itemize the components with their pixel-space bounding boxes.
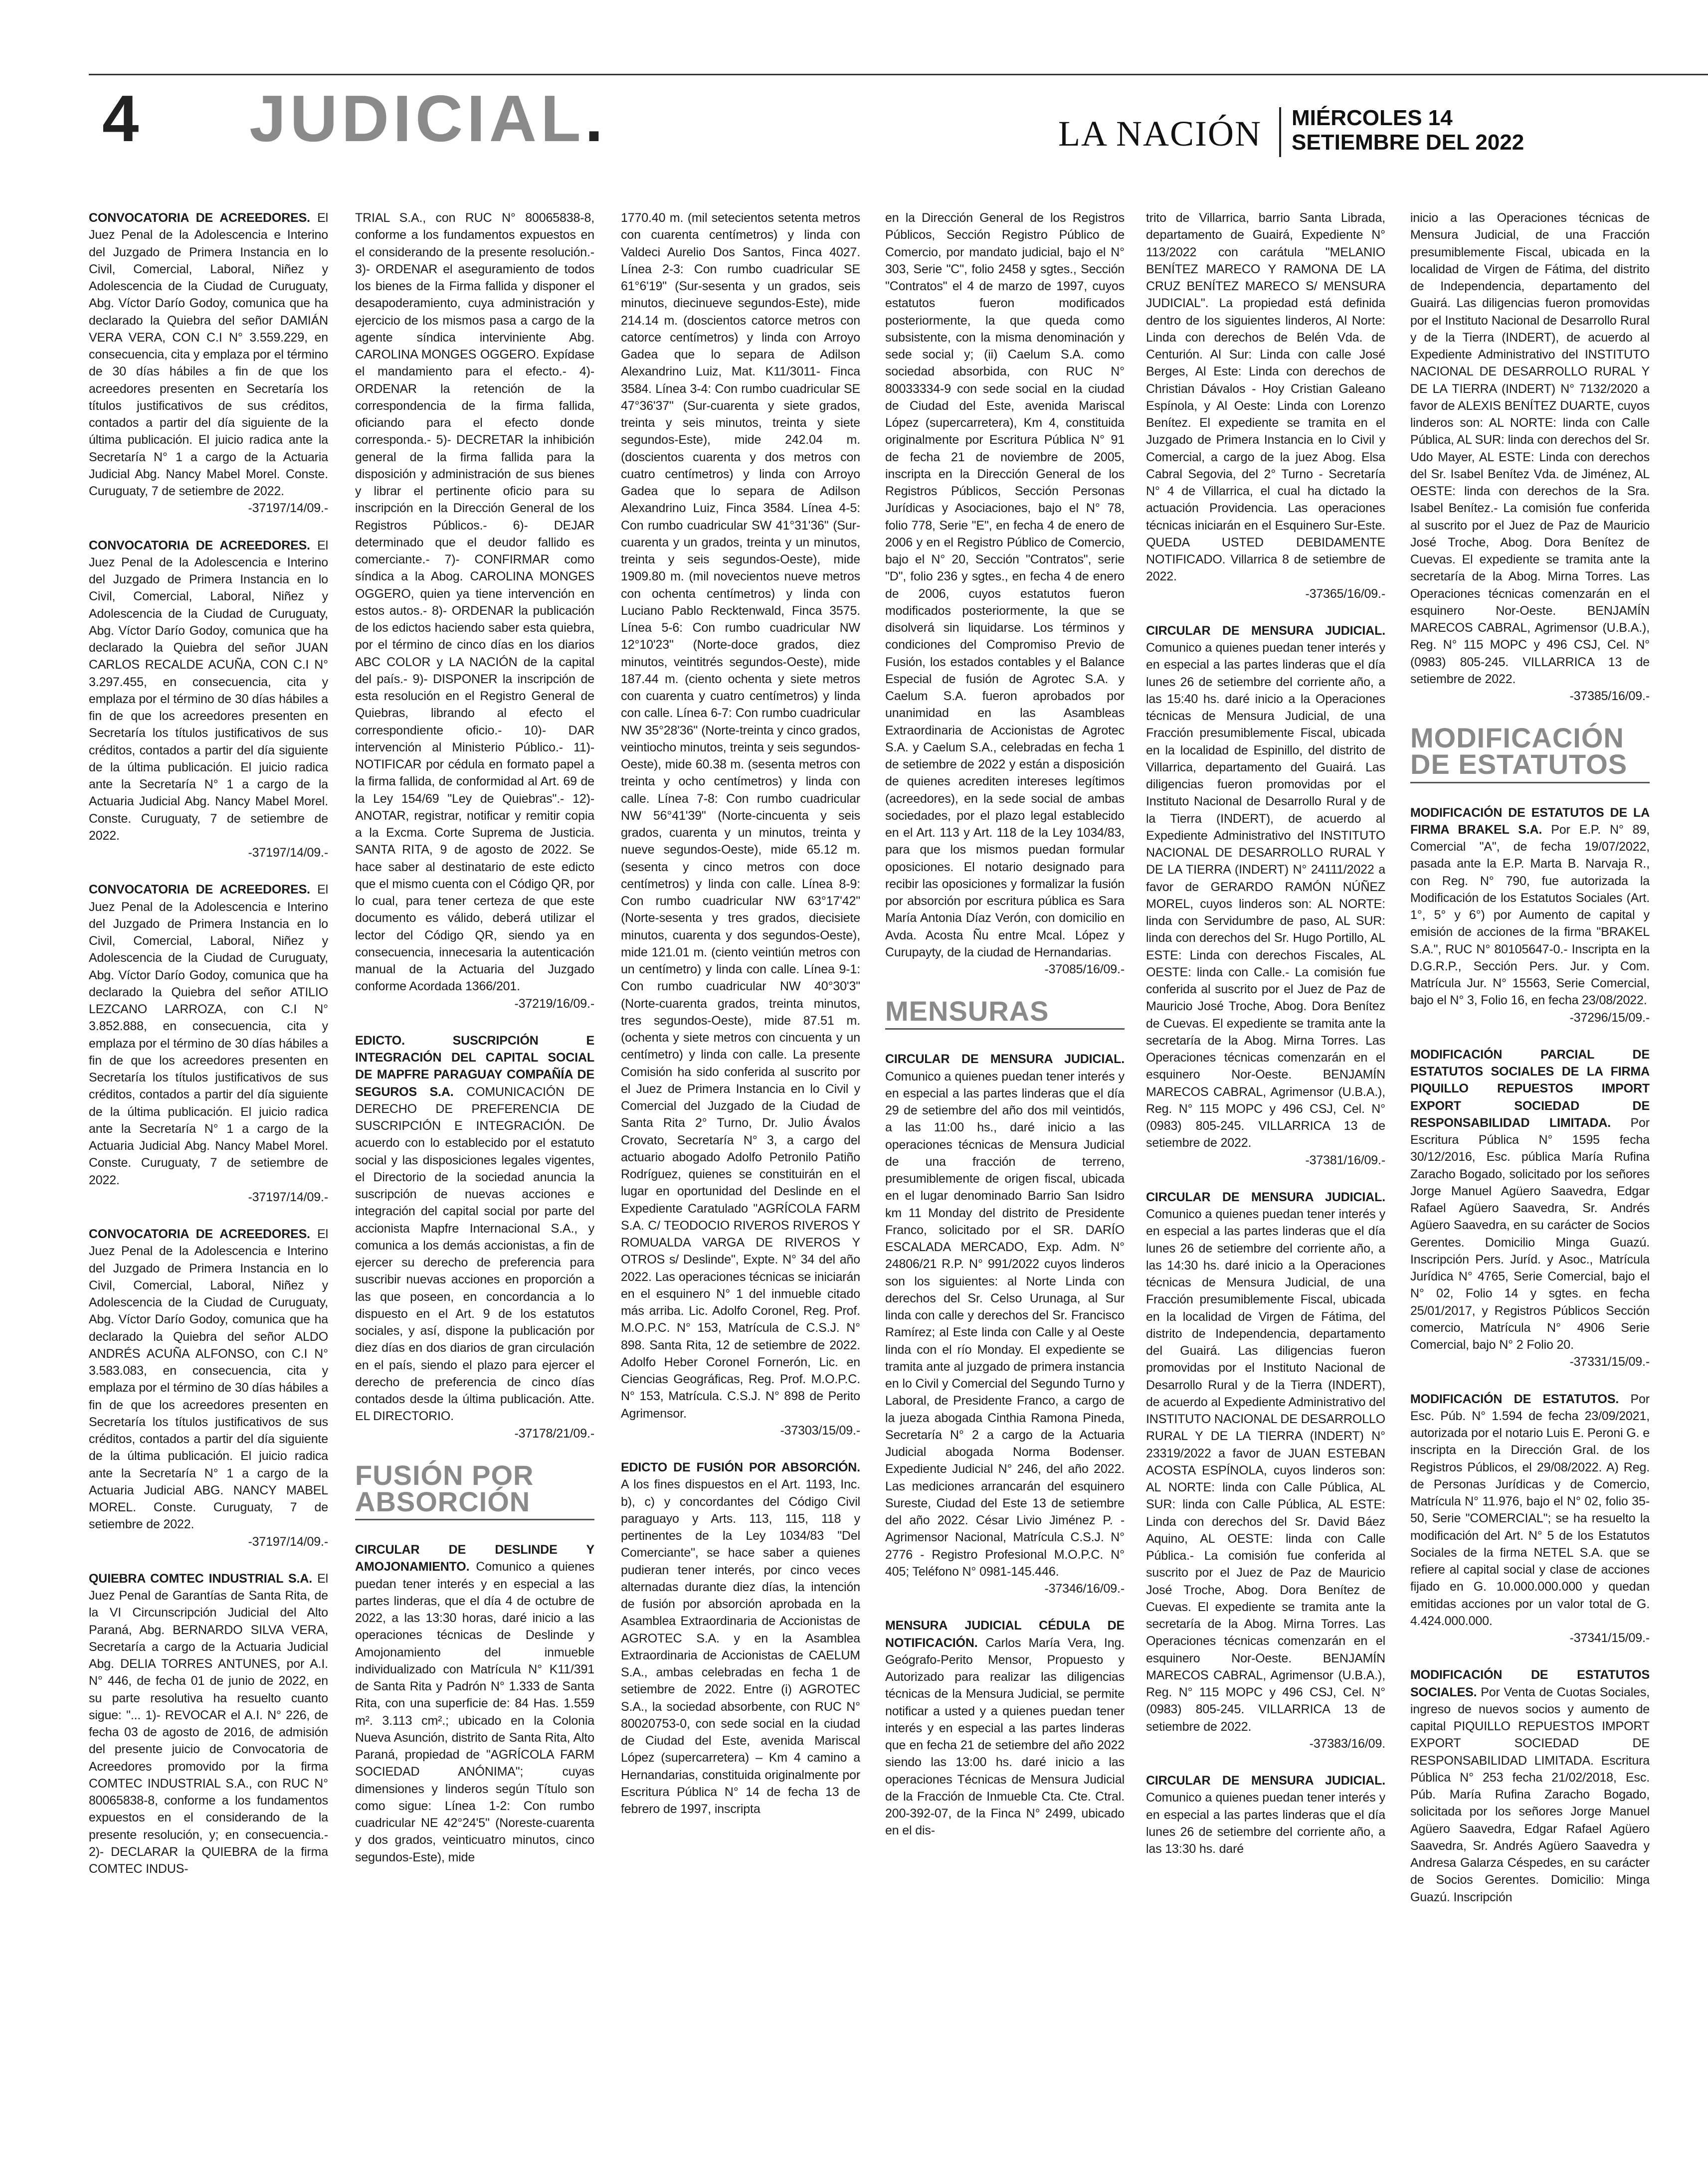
dateline	[1292, 106, 1524, 155]
notice-body: El Juez Penal de Garantías de Santa Rita, de la VI Circunscripción Judicial del Alto Paraná, Abg. BERNARDO SILVA VERA, Secretaría a cargo de la Actuaria Judicial Abg. DELIA TORRES ANTUNES, por A.I. N° 446, de fecha 01 de junio de 2022, en su parte resolutiva ha resuelto cuanto sigue: "... 1)- REVOCAR el A.I. N° 226, de fecha 03 de agosto de 2016, de admisión del presente juicio de Convocatoria de Acreedores promovido por la firma COMTEC INDUSTRIAL S.A., con RUC N° 80065838-8, conforme a los fundamentos expuestos en el considerando de la presente resolución, y; en consecuencia.- 2)- DECLARAR la QUIEBRA de la firma COMTEC INDUS-	[89, 1571, 328, 1876]
notice-body: TRIAL S.A., con RUC N° 80065838-8, conforme a los fundamentos expuestos en el considerando de la presente resolución.- 3)- ORDENAR el aseguramiento de todos los bienes de la Firma fallida y disponer el desapoderamiento, cuya administración y ejercicio de los mismos pasa a cargo de la agente síndica interviniente Abg. CAROLINA MONGES OGGERO. Expídase el mandamiento para el efecto.- 4)- ORDENAR la retención de la correspondencia de la firma fallida, oficiando para el efecto donde corresponda.- 5)- DECRETAR la inhibición general de la firma fallida para la disposición y administración de sus bienes y librar el pertinente oficio para su inscripción en la Dirección General de los Registros Públicos.- 6)- DEJAR determinado que el deudor fallido es comerciante.- 7)- CONFIRMAR como síndica a la Abog. CAROLINA MONGES OGGERO, quien ya tiene intervención en estos autos.- 8)- ORDENAR la publicación de los edictos haciendo saber esta quiebra, por el término de cinco días en los diarios ABC COLOR y LA NACIÓN de la capital del país.- 9)- DISPONER la inscripción de esta resolución en el Registro General de Quiebras, librando al efecto el correspondiente oficio.- 10)- DAR intervención al Ministerio Público.- 11)- NOTIFICAR por cédula en formato papel a la firma fallida, de conformidad al Art. 69 de la Ley 154/69 "Ley de Quiebras".- 12)- ANOTAR, registrar, notificar y remitir copia a la Excma. Corte Suprema de Justicia. SANTA RITA, 9 de agosto de 2022. Se hace saber al destinatario de este edicto que el mismo cuenta con el Código QR, por lo cual, para tener certeza de que este documento es válido, deberá utilizar el lector del Código QR, siendo ya en consecuencia, innecesaria la autenticación manual de la Actuaria del Juzgado conforme Acordada 1366/201.	[355, 211, 594, 994]
notice	[885, 1051, 1125, 1597]
notice-reference: -37365/16/09.-	[1305, 586, 1385, 601]
dateline-month-year: SETIEMBRE DEL 2022	[1292, 130, 1524, 155]
dateline-weekday: MIÉRCOLES 14	[1292, 106, 1453, 130]
notice-reference: -37381/16/09.-	[1305, 1153, 1385, 1167]
notice-reference: -37197/14/09.-	[248, 846, 328, 860]
column-6	[1410, 209, 1650, 2164]
notice-reference: -37341/15/09.-	[1569, 1631, 1650, 1645]
notice-body: El Juez Penal de la Adolescencia e Interino del Juzgado de Primera Instancia en lo Civil, Comercial, Laboral, Niñez y Adolescencia de la Ciudad de Curuguaty, Abg. Víctor Darío Godoy, comunica que ha declarado la Quiebra del señor ATILIO LEZCANO LARROZA, con C.I N° 3.852.888, en consecuencia, cita y emplaza por el término de 30 días hábiles a fin de que los acreedores presenten en Secretaría los títulos justificativos de sus créditos, contados a partir del día siguiente de la última publicación. El juicio radica ante la Secretaría N° 1 a cargo de la Actuaria Judicial Abg. Nancy Mabel Morel. Conste. Curuguaty, 7 de setiembre de 2022.	[89, 883, 328, 1187]
notice-body: trito de Villarrica, barrio Santa Librada, departamento de Guairá, Expediente N° 113/2022 con carátula "MELANIO BENÍTEZ MARECO Y RAMONA DE LA CRUZ BENÍTEZ MARECO S/ MENSURA JUDICIAL". La propiedad está definida dentro de los siguientes linderos, Al Norte: Linda con derechos de Belén Vda. de Centurión. Al Sur: Linda con calle José Berges, Al Este: Linda con derechos de Christian Dávalos - Hoy Cristian Galeano Espínola, y Al Oeste: Linda con Lorenzo Benítez. El expediente se tramita en el Juzgado de Primera Instancia en lo Civil y Comercial, a cargo de la juez Abog. Elsa Cabral Segovia, del 2° Turno - Secretaría N° 4 de Villarrica, el cual ha dictado la actuación Providencia. Las operaciones técnicas iniciarán en el Esquinero Sur-Este. QUEDA USTED DEBIDAMENTE NOTIFICADO. Villarrica 8 de setiembre de 2022.	[1146, 211, 1385, 584]
page-number: 4	[102, 82, 139, 155]
notice	[1146, 622, 1385, 1169]
notice	[1146, 1772, 1385, 1857]
notice-body: Comunico a quienes puedan tener interés y en especial a las partes linderas que el día lunes 26 de setiembre del corriente año, a las 14:30 hs. daré inicio a la Operaciones técnicas de Mensura Judicial, de una Fracción presumiblemente Fiscal, ubicada en la localidad de Virgen de Fátima, del distrito de Independencia, departamento del Guairá. Las diligencias fueron promovidas por el Instituto Nacional de Desarrollo Rural y de la Tierra (INDERT), de acuerdo al Expediente Administrativo del INSTITUTO NACIONAL DE DESARROLLO RURAL Y DE LA TIERRA (INDERT) N° 23319/2022 a favor de JUAN ESTEBAN ACOSTA ESPÍNOLA, cuyos linderos son: AL NORTE: linda con Calle Pública, AL SUR: linda con Calle Pública, AL ESTE: Linda con derechos del Sr. David Báez Aquino, AL OESTE: linda con Calle Pública.- La comisión fue conferida al suscrito por el Juez de Paz de Mauricio José Troche, Abog. Dora Benítez de Cuevas. El expediente se tramita ante la secretaría de la Abog. Mirna Torres. Las Operaciones técnicas comenzarán en el esquinero Nor-Oeste. BENJAMÍN MARECOS CABRAL, Agrimensor (U.B.A.), Reg. N° 115 MOPC y 496 CSJ, Cel. N° (0983) 805-245. VILLARRICA 13 de setiembre de 2022.	[1146, 1207, 1385, 1734]
notice	[1410, 209, 1650, 705]
notice-title: MENSURA JUDICIAL CÉDULA DE NOTIFICACIÓN.	[885, 1619, 1125, 1650]
notice-title: CIRCULAR DE MENSURA JUDICIAL.	[1146, 1774, 1385, 1788]
notice-body: El Juez Penal de la Adolescencia e Interino del Juzgado de Primera Instancia en lo Civil, Comercial, Laboral, Niñez y Adolescencia de la Ciudad de Curuguaty, Abg. Víctor Darío Godoy, comunica que ha declarado la Quiebra del señor DAMIÁN VERA VERA, CON C.I N° 3.559.229, en consecuencia, cita y emplaza por el término de 30 días hábiles a fin de que los acreedores presenten en Secretaría los títulos justificativos de sus créditos, contados a partir del día siguiente de la última publicación. El juicio radica ante la Secretaría N° 1 a cargo de la Actuaria Judicial Abg. Nancy Mabel Morel. Conste. Curuguaty, 7 de setiembre de 2022.	[89, 211, 328, 498]
notice	[1410, 1046, 1650, 1371]
notice	[89, 1226, 328, 1550]
notice-body: Carlos María Vera, Ing. Geógrafo-Perito Mensor, Propuesto y Autorizado para realizar las diligencias técnicas de la Mensura Judicial, se permite notificar a usted y a quienes puedan tener interés y en especial a las partes linderas que en fecha 21 de setiembre del año 2022 siendo las 13:00 hs. daré inicio a las operaciones Técnicas de Mensura Judicial de la Fracción de Inmueble Cta. Cte. Ctral. 200-392-07, de la Finca N° 2499, ubicado en el dis-	[885, 1635, 1125, 1838]
notice-body: El Juez Penal de la Adolescencia e Interino del Juzgado de Primera Instancia en lo Civil, Comercial, Laboral, Niñez y Adolescencia de la Ciudad de Curuguaty, Abg. Víctor Darío Godoy, comunica que ha declarado la Quiebra del señor JUAN CARLOS RECALDE ACUÑA, CON C.I N° 3.297.455, en consecuencia, cita y emplaza por el término de 30 días hábiles a fin de que los acreedores presenten en Secretaría los títulos justificativos de sus créditos, contados a partir del día siguiente de la última publicación. El juicio radica ante la Secretaría N° 1 a cargo de la Actuaria Judicial Abg. Nancy Mabel Morel. Conste. Curuguaty, 7 de setiembre de 2022.	[89, 538, 328, 843]
notice	[885, 1617, 1125, 1839]
notice-title: EDICTO. SUSCRIPCIÓN E INTEGRACIÓN DEL CAPITAL SOCIAL DE MAPFRE PARAGUAY COMPAÑÍA DE SEGUROS S.A.	[355, 1033, 594, 1099]
notice-title: MODIFICACIÓN DE ESTATUTOS.	[1410, 1392, 1619, 1406]
section-title	[249, 82, 607, 155]
notice	[355, 209, 594, 1012]
notice-body: inicio a las Operaciones técnicas de Mensura Judicial, de una Fracción presumiblemente Fiscal, ubicada en la localidad de Virgen de Fátima, del distrito de Independencia, departamento del Guairá. Las diligencias fueron promovidas por el Instituto Nacional de Desarrollo Rural y de la Tierra (INDERT), de acuerdo al Expediente Administrativo del INSTITUTO NACIONAL DE DESARROLLO RURAL Y DE LA TIERRA (INDERT) N° 7132/2020 a favor de ALEXIS BENÍTEZ DUARTE, cuyos linderos son: AL NORTE: linda con Calle Pública, AL SUR: linda con derechos del Sr. Udo Mayer, AL ESTE: Linda con derechos del Sr. Isabel Benítez Vda. de Jiménez, AL OESTE: linda con derechos de la Sra. Isabel Benítez.- La comisión fue conferida al suscrito por el Juez de Paz de Mauricio José Troche, Abog. Dora Benítez de Cuevas. El expediente se tramita ante la secretaría de la Abog. Mirna Torres. Las Operaciones técnicas comenzarán en el esquinero Nor-Oeste. BENJAMÍN MARECOS CABRAL, Agrimensor (U.B.A.), Reg. N° 115 MOPC y 496 CSJ, Cel. N° (0983) 805-245. VILLARRICA 13 de setiembre de 2022.	[1410, 211, 1650, 686]
notice-title: CONVOCATORIA DE ACREEDORES.	[89, 883, 310, 897]
notice-body: Comunico a quienes puedan tener interés y en especial a las partes linderas que el día lunes 26 de setiembre del corriente año, a las 13:30 hs. daré	[1146, 1791, 1385, 1856]
notice-reference: -37383/16/09.	[1309, 1736, 1385, 1751]
notice-body: 1770.40 m. (mil setecientos setenta metros con cuarenta centímetros) y linda con Valdeci Aurelio Dos Santos, Finca 4027. Línea 2-3: Con rumbo cuadricular SE 61°6'19" (Sur-sesenta y un grados, seis minutos, diecinueve segundos-Este), mide 214.14 m. (doscientos catorce metros con catorce centímetros) y linda con Arroyo Gadea que lo separa de Adilson Alexandrino Luiz, Mat. K11/3011- Finca 3584. Línea 3-4: Con rumbo cuadricular SE 47°36'37" (Sur-cuarenta y siete grados, treinta y seis minutos, treinta y siete segundos-Este), mide 242.04 m. (doscientos cuarenta y dos metros con cuatro centímetros) y linda con Arroyo Gadea que lo separa de Adilson Alexandrino Luiz, Finca 3584. Línea 4-5: Con rumbo cuadricular SW 41°31'36" (Sur-cuarenta y un grados, treinta y un minutos, treinta y seis segundos-Oeste), mide 1909.80 m. (mil novecientos nueve metros con ochenta centímetros) y linda con Luciano Pablo Recktenwald, Finca 3575. Línea 5-6: Con rumbo cuadricular NW 12°10'23" (Norte-doce grados, diez minutos, veintitrés segundos-Oeste), mide 187.44 m. (ciento ochenta y siete metros con cuarenta y cuatro centímetros) y linda con calle. Línea 6-7: Con rumbo cuadricular NW 35°28'36" (Norte-treinta y cinco grados, veintiocho minutos, treinta y seis segundos-Oeste), mide 60.38 m. (sesenta metros con treinta y ocho centímetros) y linda con calle. Línea 7-8: Con rumbo cuadricular NW 56°41'39" (Norte-cincuenta y seis grados, cuarenta y un minutos, treinta y nueve segundos-Oeste), mide 65.12 m. (sesenta y cinco metros con doce centímetros) y linda con calle. Línea 8-9: Con rumbo cuadricular NW 63°17'42" (Norte-sesenta y tres grados, diecisiete minutos, cuarenta y dos segundos-Oeste), mide 121.01 m. (ciento veintiún metros con un centímetro) y linda con calle. Línea 9-1: Con rumbo cuadricular NW 40°30'3" (Norte-cuarenta grados, treinta minutos, tres segundos-Oeste), mide 87.51 m. (ochenta y siete metros con cincuenta y un centímetro) y linda con calle. La presente Comisión ha sido conferida al suscrito por el Juez de Primera Instancia en lo Civil y Comercial del Juzgado de la Ciudad de Santa Rita 2° Turno, Dr. Julio Ávalos Crovato, Secretaría N° 3, a cargo del actuario abogado Adolfo Petronilo Patiño Rodríguez, quienes se constituirán en el lugar en oportunidad del Deslinde en el Expediente Caratulado "AGRÍCOLA FARM S.A. C/ TEODOCIO RIVEROS RIVEROS Y ROMUALDA VARGA DE RIVEROS Y OTROS s/ Deslinde", Expte. N° 34 del año 2022. Las operaciones técnicas se iniciarán en el esquinero N° 1 del inmueble citado más arriba. Lic. Adolfo Coronel, Reg. Prof. M.O.P.C. N° 153, Matrícula de C.S.J. N° 898. Santa Rita, 12 de setiembre de 2022. Adolfo Heber Coronel Fornerón, Lic. en Ciencias Geográficas, Reg. Prof. M.O.P.C. N° 153, Matrícula. C.S.J. N° 898 de Perito Agrimensor.	[621, 211, 860, 1421]
notice-title: CONVOCATORIA DE ACREEDORES.	[89, 538, 310, 552]
notice-title: CIRCULAR DE DESLINDE Y AMOJONAMIENTO.	[355, 1543, 594, 1574]
notice-title: EDICTO DE FUSIÓN POR ABSORCIÓN.	[621, 1460, 860, 1474]
notice	[1410, 1666, 1650, 1906]
notice-reference: -37197/14/09.-	[248, 1190, 328, 1204]
notice	[89, 881, 328, 1206]
notice	[1146, 209, 1385, 602]
notice-reference: -37346/16/09.-	[1044, 1582, 1125, 1596]
notice-body: Por Venta de Cuotas Sociales, ingreso de nuevos socios y aumento de capital PIQUILLO REPUESTOS IMPORT EXPORT SOCIEDAD DE RESPONSABILIDAD LIMITADA. Escritura Pública N° 253 fecha 21/02/2018, Esc. Púb. María Rufina Zaracho Bogado, solicitada por los señores Jorge Manuel Agüero Saavedra, Edgar Rafael Agüero Saavedra, Sr. Andrés Agüero Saavedra y Andresa Galarza Céspedes, en su carácter de Socios Gerentes. Domicilio: Minga Guazú. Inscripción	[1410, 1685, 1650, 1904]
notice-reference: -37085/16/09.-	[1044, 962, 1125, 976]
notice-body: El Juez Penal de la Adolescencia e Interino del Juzgado de Primera Instancia en lo Civil, Comercial, Laboral, Niñez y Adolescencia de la Ciudad de Curuguaty, Abg. Víctor Darío Godoy, comunica que ha declarado la Quiebra del señor ALDO ANDRÉS ACUÑA ALFONSO, con C.I N° 3.583.083, en consecuencia, cita y emplaza por el término de 30 días hábiles a fin de que los acreedores presenten en Secretaría los títulos justificativos de sus créditos, contados a partir del día siguiente de la última publicación. El juicio radica ante la Secretaría N° 1 a cargo de la Actuaria Judicial ABG. NANCY MABEL MOREL. Conste. Curuguaty, 7 de setiembre de 2022.	[89, 1227, 328, 1532]
column-2	[355, 209, 594, 2164]
notice-reference: -37178/21/09.-	[514, 1426, 594, 1441]
notice-reference: -37197/14/09.-	[248, 501, 328, 516]
notice	[89, 537, 328, 862]
notice-reference: -37331/15/09.-	[1569, 1355, 1650, 1369]
notice	[885, 209, 1125, 978]
notice-title: CONVOCATORIA DE ACREEDORES.	[89, 1227, 310, 1241]
section-title-dot: .	[584, 82, 607, 155]
notice-body: Por E.P. N° 89, Comercial "A", de fecha 19/07/2022, pasada ante la E.P. Marta B. Narvaja R., con Reg. N° 790, fue autorizada la Modificación de los Estatutos Sociales (Art. 1°, 5° y 6°) por Aumento de capital y emisión de acciones de la firma "BRAKEL S.A.", RUC N° 80105647-0.- Inscripta en la D.G.R.P., Sección Pers. Jur. y Com. Matrícula Jur. N° 15563, Serie Comercial, bajo el N° 3, Folio 16, en fecha 23/08/2022.	[1410, 822, 1650, 1008]
notice	[621, 209, 860, 1439]
masthead-logo: LA NACIÓN	[1058, 114, 1262, 154]
notice-reference: -37296/15/09.-	[1569, 1010, 1650, 1025]
notice	[1410, 804, 1650, 1026]
notice	[1146, 1189, 1385, 1752]
notice-body: A los fines dispuestos en el Art. 1193, Inc. b), c) y concordantes del Código Civil paraguayo y Arts. 113, 115, 118 y pertinentes de la Ley 1034/83 "Del Comerciante", se hace saber a quienes pudieran tener interés, por cinco veces alternadas durante diez días, la intención de fusión por absorción aprobada en la Asamblea Extraordinaria de Accionistas de AGROTEC S.A. y en la Asamblea Extraordinaria de Accionistas de CAELUM S.A., ambas celebradas en fecha 1 de setiembre de 2022. Entre (i) AGROTEC S.A., la sociedad absorbente, con RUC N° 80020753-0, con sede social en la ciudad de Ciudad del Este, avenida Mariscal López (supercarretera) – Km 4 camino a Hernandarias, constituida originalmente por Escritura Pública N° 14 de fecha 13 de febrero de 1997, inscripta	[621, 1477, 860, 1816]
notice-reference: -37385/16/09.-	[1569, 689, 1650, 703]
notice-title: MODIFICACIÓN DE ESTATUTOS SOCIALES.	[1410, 1668, 1650, 1699]
notice-body: Por Escritura Pública N° 1595 fecha 30/12/2016, Esc. pública María Rufina Zaracho Bogado, solicitado por los señores Jorge Manuel Agüero Saavedra, Edgar Rafael Agüero Saavedra, Sr. Andrés Agüero Saavedra, en su carácter de Socios Gerentes. Domicilio Minga Guazú. Inscripción Pers. Juríd. y Asoc., Matrícula Jurídica N° 4765, Serie Comercial, bajo el N° 02, Folio 14 y sgtes. en fecha 25/01/2017, y Registros Públicos Sección comercio, Matrícula N° 4906 Serie Comercial, bajo N° 2 Folio 20.	[1410, 1115, 1650, 1352]
notice-body: Por Esc. Púb. N° 1.594 de fecha 23/09/2021, autorizada por el notario Luis E. Peroni G. e inscripta en la Dirección Gral. de los Registros Públicos, el 29/08/2022. A) Reg. de Personas Jurídicas y de Comercio, Matrícula N° 11.976, bajo el N° 02, folio 35-50, Serie "COMERCIAL"; se ha resuelto la modificación del Art. N° 5 de los Estatutos Sociales de la firma NETEL S.A. que se refiere al capital social y clase de acciones fijado en G. 10.000.000.000 y quedan emitidas acciones por un valor total de G. 4.424.000.000.	[1410, 1392, 1650, 1628]
section-heading: MODIFICACIÓN DE ESTATUTOS	[1410, 725, 1650, 783]
section-heading: FUSIÓN POR ABSORCIÓN	[355, 1462, 594, 1520]
column-4	[885, 209, 1125, 2164]
notice	[89, 209, 328, 517]
column-1	[89, 209, 328, 2164]
notice-title: MODIFICACIÓN DE ESTATUTOS DE LA FIRMA BRAKEL S.A.	[1410, 805, 1650, 837]
notice-reference: -37219/16/09.-	[514, 996, 594, 1011]
notice-reference: -37197/14/09.-	[248, 1534, 328, 1549]
column-3	[621, 209, 860, 2164]
masthead-separator	[1279, 107, 1281, 157]
notice	[355, 1032, 594, 1442]
notice-body: en la Dirección General de los Registros Públicos, Sección Registro Público de Comercio, por mandato judicial, bajo el N° 303, Serie "C", folio 2458 y sgtes., Sección "Contratos" el 4 de marzo de 1997, cuyos estatutos fueron modificados posteriormente, la que queda como subsistente, con la misma denominación y sede social y; (ii) Caelum S.A. como sociedad absorbida, con RUC N° 80033334-9 con sede social en la ciudad de Ciudad del Este, avenida Mariscal López (supercarretera), Km 4, constituida originalmente por Escritura Pública N° 91 de fecha 21 de noviembre de 2005, inscripta en la Dirección General de los Registros Públicos, Sección Personas Jurídicas y Asociaciones, bajo el N° 78, folio 778, Serie "E", en fecha 4 de enero de 2006 y en el Registro Público de Comercio, bajo el N° 20, Sección "Contratos", serie "D", folio 236 y sgtes., en fecha 4 de enero de 2006, cuyos estatutos fueron modificados posteriormente, la que se disolverá sin liquidarse. Los términos y condiciones del Compromiso Previo de Fusión, los estados contables y el Balance Especial de fusión de Agrotec S.A. y Caelum S.A. fueron aprobados por unanimidad en las Asambleas Extraordinaria de Accionistas de Agrotec S.A. y Caelum S.A., celebradas en fecha 1 de setiembre de 2022 y están a disposición de quienes acrediten intereses legítimos (acreedores), en la sede social de ambas sociedades, por el plazo legal establecido en el Art. 113 y Art. 118 de la Ley 1034/83, para que los mismos puedan formular oposiciones. El notario designado para recibir las oposiciones y formalizar la fusión por absorción por escritura pública es Sara María Antonia Díaz Verón, con domicilio en Avda. Acosta Ñu entre Mcal. López y Curupayty, de la ciudad de Hernandarias.	[885, 211, 1125, 959]
notice-title: CONVOCATORIA DE ACREEDORES.	[89, 211, 310, 225]
notice-title: CIRCULAR DE MENSURA JUDICIAL.	[1146, 623, 1385, 638]
notice	[355, 1541, 594, 1866]
notice-body: Comunico a quienes puedan tener interés y en especial a las partes linderas que el día 29 de setiembre del año dos mil veintidós, a las 11:00 hs., daré inicio a las operaciones técnicas de Mensura Judicial de una fracción de terreno, presumiblemente de origen fiscal, ubicada en el lugar denominado Barrio San Isidro km 11 Monday del distrito de Presidente Franco, solicitado por el SR. DARÍO ESCALADA MERCADO, Exp. Adm. N° 24806/21 R.P. N° 991/2022 cuyos linderos son los siguientes: al Norte Linda con derechos del Sr. Celso Urunaga, al Sur linda con calle y derechos del Sr. Francisco Ramírez; al Este linda con Calle y al Oeste linda con el río Monday. El expediente se tramita ante al juzgado de primera instancia en lo Civil y Comercial del Segundo Turno y Laboral, de Presidente Franco, a cargo de la jueza abogada Cinthia Ramona Pineda, Secretaría N° 2 a cargo de la Actuaria Judicial abogada Norma Bodenser. Expediente Judicial N° 246, del año 2022. Las mediciones arrancarán del esquinero Sureste, Ciudad del Este 13 de setiembre del año 2022. César Livio Jiménez P. - Agrimensor Nacional, Matrícula C.S.J. N° 2776 - Registro Profesional M.O.P.C. N° 405; Teléfono N° 0981-145.446.	[885, 1069, 1125, 1579]
notice	[621, 1459, 860, 1817]
notice-title: CIRCULAR DE MENSURA JUDICIAL.	[1146, 1190, 1385, 1204]
notice-title: CIRCULAR DE MENSURA JUDICIAL.	[885, 1052, 1125, 1067]
notice-title: MODIFICACIÓN PARCIAL DE ESTATUTOS SOCIALES DE LA FIRMA PIQUILLO REPUESTOS IMPORT EXPORT SOCIEDAD DE RESPONSABILIDAD LIMITADA.	[1410, 1047, 1650, 1130]
notice	[1410, 1391, 1650, 1647]
notice-reference: -37303/15/09.-	[780, 1423, 860, 1438]
notice-title: QUIEBRA COMTEC INDUSTRIAL S.A.	[89, 1571, 313, 1586]
top-rule	[89, 74, 1708, 75]
notice-body: Comunico a quienes puedan tener interés y en especial a las partes linderas, que el día 4 de octubre de 2022, a las 13:30 horas, daré inicio a las operaciones técnicas de Deslinde y Amojonamiento del inmueble individualizado con Matrícula N° K11/391 de Santa Rita y Padrón N° 1.333 de Santa Rita, con una superficie de: 84 Has. 1.559 m². 3.113 cm².; ubicado en la Colonia Nueva Asunción, distrito de Santa Rita, Alto Paraná, propiedad de "AGRÍCOLA FARM SOCIEDAD ANÓNIMA"; cuyas dimensiones y linderos según Título son como sigue: Línea 1-2: Con rumbo cuadricular NE 42°24'5" (Noreste-cuarenta y dos grados, veinticuatro minutos, cinco segundos-Este), mide	[355, 1560, 594, 1864]
section-heading: MENSURAS	[885, 998, 1125, 1030]
notice	[89, 1570, 328, 1878]
notice-body: Comunico a quienes puedan tener interés y en especial a las partes linderas que el día lunes 26 de setiembre del corriente año, a las 15:40 hs. daré inicio a la Operaciones técnicas de Mensura Judicial, de una Fracción presumiblemente Fiscal, ubicada en la localidad de Espinillo, del distrito de Villarrica, departamento del Guairá. Las diligencias fueron promovidas por el Instituto Nacional de Desarrollo Rural y de la Tierra (INDERT), de acuerdo al Expediente Administrativo del INSTITUTO NACIONAL DE DESARROLLO RURAL Y DE LA TIERRA (INDERT) N° 24111/2022 a favor de GERARDO RAMÓN NÚÑEZ MOREL, cuyos linderos son: AL NORTE: linda con Servidumbre de paso, AL SUR: linda con derechos del Sr. Hugo Portillo, AL ESTE: Linda con derechos Fiscales, AL OESTE: linda con Calle.- La comisión fue conferida al suscrito por el Juez de Paz de Mauricio José Troche, Abog. Dora Benítez de Cuevas. El expediente se tramita ante la secretaría de la Abog. Mirna Torres. Las Operaciones técnicas comenzarán en el esquinero Nor-Oeste. BENJAMÍN MARECOS CABRAL, Agrimensor (U.B.A.), Reg. N° 115 MOPC y 496 CSJ, Cel. N° (0983) 805-245. VILLARRICA 13 de setiembre de 2022.	[1146, 641, 1385, 1150]
notice-body: COMUNICACIÓN DE DERECHO DE PREFERENCIA DE SUSCRIPCIÓN E INTEGRACIÓN. De acuerdo con lo establecido por el estatuto social y las disposiciones legales vigentes, el Directorio de la sociedad anuncia la suscripción de nuevas acciones e integración del capital social por parte del accionista Mapfre Internacional S.A., y comunica a los demás accionistas, a fin de ejercer su derecho de preferencia para suscribir nuevas acciones en proporción a las que poseen, en concordancia a lo dispuesto en el Art. 9 de los estatutos sociales, y así, dispone la publicación por diez días en dos diarios de gran circulación en el país, siendo el plazo para ejercer el derecho de preferencia de cinco días contados desde la última publicación. Atte. EL DIRECTORIO.	[355, 1085, 594, 1424]
column-5	[1146, 209, 1385, 2164]
section-title-text: JUDICIAL	[249, 82, 585, 155]
